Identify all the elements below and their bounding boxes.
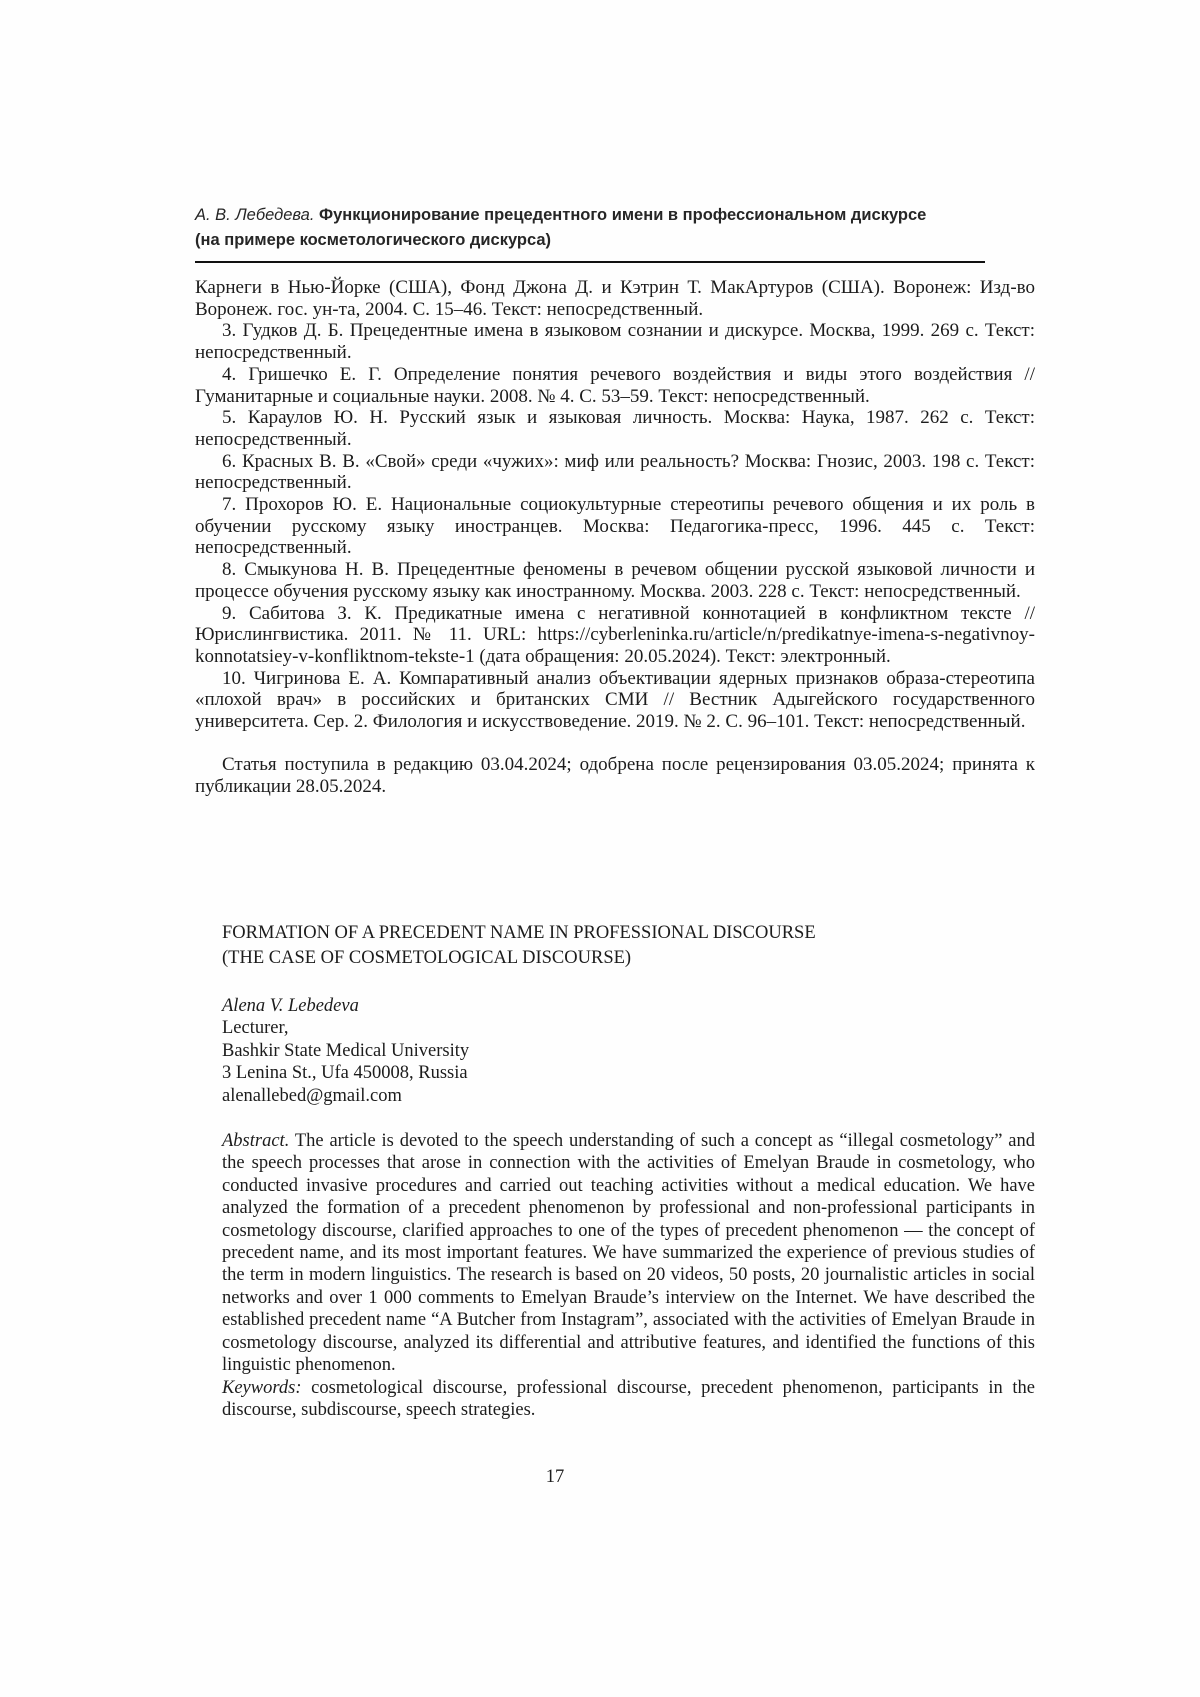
reference-continuation: Карнеги в Нью-Йорке (США), Фонд Джона Д. и Кэтрин Т. МакАртуров (США). Воронеж: Изд-во Воронеж. гос. ун-та, 2004. С. 15–46. Текст: непосредственный. [195, 277, 1035, 320]
header-subtitle: (на примере косметологического дискурса) [195, 231, 552, 249]
english-title-line2: (THE CASE OF COSMETOLOGICAL DISCOURSE) [222, 948, 632, 968]
reference-item-4: 4. Гришечко Е. Г. Определение понятия речевого воздействия и виды этого воздействия // Гуманитарные и социальные науки. 2008. № 4. С. 53–59. Текст: непосредственный. [195, 363, 1035, 407]
received-note: Статья поступила в редакцию 03.04.2024; одобрена после рецензирования 03.05.2024; принята к публикации 28.05.2024. [195, 754, 1035, 798]
abstract-text: The article is devoted to the speech understanding of such a concept as “illegal cosmetology” and the speech processes that arose in connection with the activities of Emelyan Braude in cosmetology, who conducted invasive procedures and carried out teaching activities without a medical education. We have analyzed the formation of a precedent phenomenon by professional and non-professional participants in cosmetology discourse, clarified approaches to one of the types of precedent phenomenon — the concept of precedent name, and its most important features. We have summarized the experience of previous studies of the term in modern linguistics. The research is based on 20 videos, 50 posts, 20 journalistic articles in social networks and over 1 000 comments to Emelyan Braude’s interview on the Internet. We have described the established precedent name “A Butcher from Instagram”, associated with the activities of Emelyan Braude in cosmetology discourse, analyzed its differential and attributive features, and identified the functions of this linguistic phenomenon. [222, 1131, 1036, 1376]
reference-item-10: 10. Чигринова Е. А. Компаративный анализ объективации ядерных признаков образа-стереотипа «плохой врач» в российских и британских СМИ // Вестник Адыгейского государственного университета. Сер. 2. Филология и искусствоведение. 2019. № 2. С. 96–101. Текст: непосредственный. [195, 667, 1035, 733]
references-section [195, 277, 1035, 798]
author-email: alenallebed@gmail.com [222, 1085, 402, 1106]
keywords-text: cosmetological discourse, professional discourse, precedent phenomenon, participants in the discourse, subdiscourse, speech strategies. [222, 1377, 1035, 1420]
keywords-paragraph [222, 1377, 1035, 1422]
english-section [222, 921, 1035, 1421]
author-affiliation: Bashkir State Medical University [222, 1040, 470, 1061]
running-header-line1 [195, 203, 995, 228]
author-name: Alena V. Lebedeva [222, 996, 359, 1016]
author-address: 3 Lenina St., Ufa 450008, Russia [222, 1063, 468, 1084]
reference-item-5: 5. Караулов Ю. Н. Русский язык и языковая личность. Москва: Наука, 1987. 262 с. Текст: непосредственный. [195, 407, 1035, 450]
english-title-line1: FORMATION OF A PRECEDENT NAME IN PROFESSIONAL DISCOURSE [222, 923, 816, 943]
header-title: Функционирование прецедентного имени в профессиональном дискурсе [319, 206, 927, 224]
author-block [222, 995, 1035, 1107]
header-author: А. В. Лебедева. [195, 206, 315, 224]
abstract-label: Abstract. [222, 1131, 290, 1152]
author-position: Lecturer, [222, 1018, 289, 1039]
header-rule [195, 261, 985, 263]
page-number: 17 [545, 1467, 565, 1487]
reference-item-7: 7. Прохоров Ю. Е. Национальные социокультурные стереотипы речевого общения и их роль в обучении русскому языку иностранцев. Москва: Педагогика-пресс, 1996. 445 с. Текст: непосредственный. [195, 494, 1035, 559]
keywords-label: Keywords: [222, 1377, 302, 1398]
abstract-paragraph [222, 1130, 1035, 1376]
running-header [195, 203, 995, 253]
reference-item-3: 3. Гудков Д. Б. Прецедентные имена в языковом сознании и дискурсе. Москва, 1999. 269 с. Текст: непосредственный. [195, 320, 1035, 364]
reference-item-8: 8. Смыкунова Н. В. Прецедентные феномены в речевом общении русской языковой личности и процессе обучения русскому языку как иностранному. Москва. 2003. 228 с. Текст: непосредственный. [195, 559, 1035, 602]
reference-item-9: 9. Сабитова З. К. Предикатные имена с негативной коннотацией в конфликтном тексте // Юрислингвистика. 2011. № 11. URL: https://cyberleninka.ru/article/n/predikatnye-imena-s-negativnoy-konnotatsiey-v-konfliktnom-tekste-1 (дата обращения: 20.05.2024). Текст: электронный. [195, 602, 1035, 667]
reference-item-6: 6. Красных В. В. «Свой» среди «чужих»: миф или реальность? Москва: Гнозис, 2003. 198 с. Текст: непосредственный. [195, 450, 1035, 494]
english-title [222, 921, 1035, 971]
